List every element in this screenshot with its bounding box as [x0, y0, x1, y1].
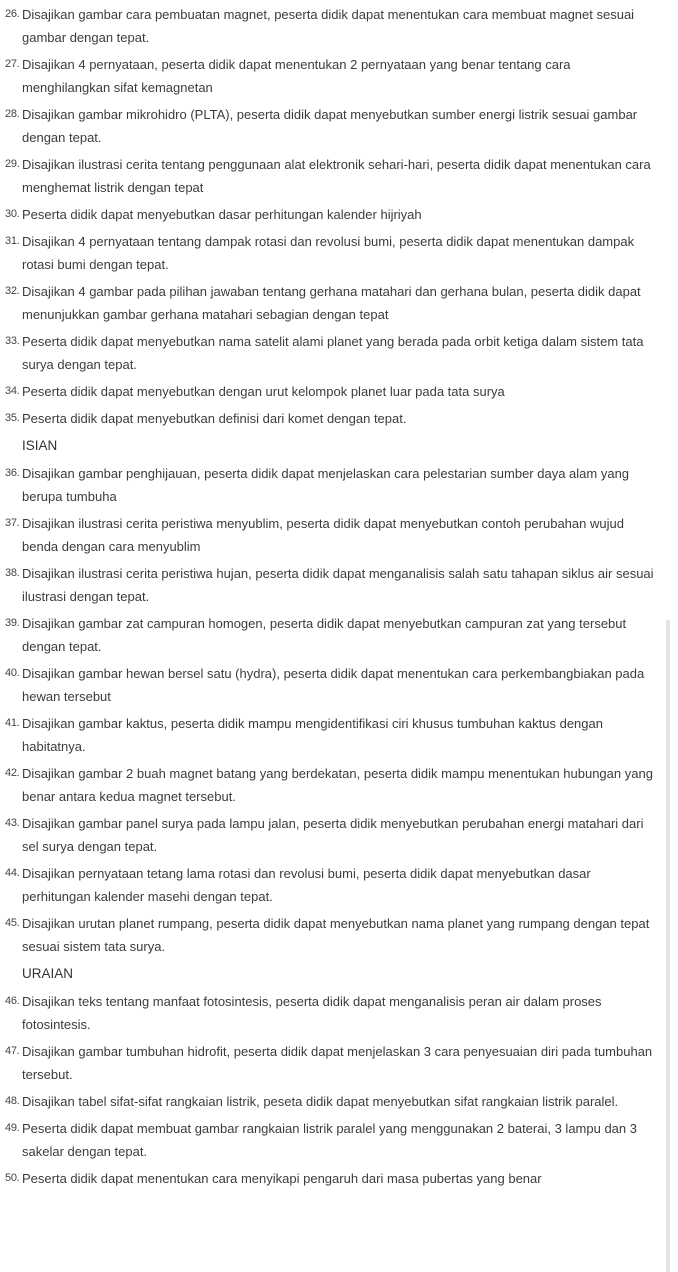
- item-number: 48.: [5, 1095, 20, 1107]
- item-text: Disajikan 4 gambar pada pilihan jawaban tentang gerhana matahari dan gerhana bulan, peserta didik dapat menunjukkan gambar gerhana matahari sebagian dengan tepat: [22, 284, 641, 322]
- item-number: 34.: [5, 385, 20, 397]
- list-item: [0, 862, 664, 908]
- item-number: 40.: [5, 667, 20, 679]
- scrollbar[interactable]: [666, 620, 670, 1272]
- list-item: [0, 1040, 664, 1086]
- list-item: [0, 1090, 664, 1113]
- item-text: Disajikan gambar penghijauan, peserta didik dapat menjelaskan cara pelestarian sumber daya alam yang berupa tumbuha: [22, 466, 630, 504]
- item-text: Disajikan gambar mikrohidro (PLTA), peserta didik dapat menyebutkan sumber energi listrik sesuai gambar dengan tepat.: [22, 107, 638, 145]
- item-text: Disajikan gambar kaktus, peserta didik mampu mengidentifikasi ciri khusus tumbuhan kaktus dengan habitatnya.: [22, 716, 603, 754]
- list-item: [0, 612, 664, 658]
- item-number: 29.: [5, 158, 20, 170]
- list-item: [0, 712, 664, 758]
- list-item: [0, 1117, 664, 1163]
- item-number: 38.: [5, 567, 20, 579]
- list-item: [0, 812, 664, 858]
- item-number: 33.: [5, 335, 20, 347]
- item-text: Disajikan ilustrasi cerita tentang penggunaan alat elektronik sehari-hari, peserta didik dapat menentukan cara menghemat listrik dengan tepat: [22, 157, 651, 195]
- list-item: [0, 280, 664, 326]
- item-text: Disajikan urutan planet rumpang, peserta didik dapat menyebutkan nama planet yang rumpang dengan tepat sesuai sistem tata surya.: [22, 916, 650, 954]
- group-isian: [0, 434, 664, 958]
- item-number: 31.: [5, 235, 20, 247]
- item-text: Peserta didik dapat menyebutkan definisi dari komet dengan tepat.: [22, 411, 407, 426]
- item-text: Disajikan gambar 2 buah magnet batang yang berdekatan, peserta didik mampu menentukan hubungan yang benar antara kedua magnet tersebut.: [22, 766, 653, 804]
- item-text: Disajikan 4 pernyataan tentang dampak rotasi dan revolusi bumi, peserta didik dapat menentukan dampak rotasi bumi dengan tepat.: [22, 234, 635, 272]
- item-number: 45.: [5, 917, 20, 929]
- item-text: Disajikan gambar hewan bersel satu (hydra), peserta didik dapat menentukan cara perkembangbiakan pada hewan tersebut: [22, 666, 645, 704]
- item-number: 30.: [5, 208, 20, 220]
- list-item: [0, 153, 664, 199]
- item-text: Disajikan gambar tumbuhan hidrofit, peserta didik dapat menjelaskan 3 cara penyesuaian diri pada tumbuhan tersebut.: [22, 1044, 653, 1082]
- list-item: [0, 203, 664, 226]
- list-item: [0, 462, 664, 508]
- item-number: 28.: [5, 108, 20, 120]
- list-item: [0, 407, 664, 430]
- item-number: 39.: [5, 617, 20, 629]
- item-text: Disajikan gambar cara pembuatan magnet, peserta didik dapat menentukan cara membuat magnet sesuai gambar dengan tepat.: [22, 7, 635, 45]
- item-number: 43.: [5, 817, 20, 829]
- item-text: Disajikan teks tentang manfaat fotosintesis, peserta didik dapat menganalisis peran air dalam proses fotosintesis.: [22, 994, 602, 1032]
- group-pilihan-ganda: [0, 3, 664, 430]
- item-number: 26.: [5, 8, 20, 20]
- item-text: Disajikan gambar zat campuran homogen, peserta didik dapat menyebutkan campuran zat yang tersebut dengan tepat.: [22, 616, 627, 654]
- item-text: Disajikan ilustrasi cerita peristiwa hujan, peserta didik dapat menganalisis salah satu tahapan siklus air sesuai ilustrasi dengan tepat.: [22, 566, 654, 604]
- section-heading-uraian: URAIAN: [22, 966, 74, 981]
- list-item: [0, 330, 664, 376]
- list-item: [0, 762, 664, 808]
- item-number: 49.: [5, 1122, 20, 1134]
- item-number: 37.: [5, 517, 20, 529]
- section-heading-isian: ISIAN: [22, 438, 58, 453]
- item-number: 27.: [5, 58, 20, 70]
- list-item: [0, 3, 664, 49]
- item-text: Disajikan 4 pernyataan, peserta didik dapat menentukan 2 pernyataan yang benar tentang cara menghilangkan sifat kemagnetan: [22, 57, 571, 95]
- list-item: [0, 230, 664, 276]
- item-text: Disajikan tabel sifat-sifat rangkaian listrik, peseta didik dapat menyebutkan sifat rangkaian listrik paralel.: [22, 1094, 619, 1109]
- item-text: Peserta didik dapat menentukan cara menyikapi pengaruh dari masa pubertas yang benar: [22, 1171, 542, 1186]
- list-item: [0, 662, 664, 708]
- item-text: Peserta didik dapat menyebutkan nama satelit alami planet yang berada pada orbit ketiga dalam sistem tata surya dengan tepat.: [22, 334, 644, 372]
- item-number: 44.: [5, 867, 20, 879]
- item-text: Peserta didik dapat membuat gambar rangkaian listrik paralel yang menggunakan 2 baterai, 3 lampu dan 3 sakelar dengan tepat.: [22, 1121, 637, 1159]
- item-text: Peserta didik dapat menyebutkan dengan urut kelompok planet luar pada tata surya: [22, 384, 505, 399]
- list-item: [0, 512, 664, 558]
- list-item: [0, 1167, 664, 1190]
- item-number: 46.: [5, 995, 20, 1007]
- item-number: 50.: [5, 1172, 20, 1184]
- item-text: Disajikan pernyataan tetang lama rotasi dan revolusi bumi, peserta didik dapat menyebutkan dasar perhitungan kalender masehi dengan tepat.: [22, 866, 591, 904]
- item-text: Disajikan gambar panel surya pada lampu jalan, peserta didik menyebutkan perubahan energi matahari dari sel surya dengan tepat.: [22, 816, 644, 854]
- group-uraian: [0, 962, 664, 1190]
- item-text: Disajikan ilustrasi cerita peristiwa menyublim, peserta didik dapat menyebutkan contoh perubahan wujud benda dengan cara menyublim: [22, 516, 624, 554]
- list-item: [0, 53, 664, 99]
- item-number: 35.: [5, 412, 20, 424]
- item-text: Peserta didik dapat menyebutkan dasar perhitungan kalender hijriyah: [22, 207, 422, 222]
- item-number: 32.: [5, 285, 20, 297]
- item-number: 42.: [5, 767, 20, 779]
- item-number: 47.: [5, 1045, 20, 1057]
- list-item: [0, 103, 664, 149]
- item-number: 41.: [5, 717, 20, 729]
- list-item: [0, 912, 664, 958]
- item-number: 36.: [5, 467, 20, 479]
- list-item: [0, 380, 664, 403]
- list-item: [0, 562, 664, 608]
- list-item: [0, 990, 664, 1036]
